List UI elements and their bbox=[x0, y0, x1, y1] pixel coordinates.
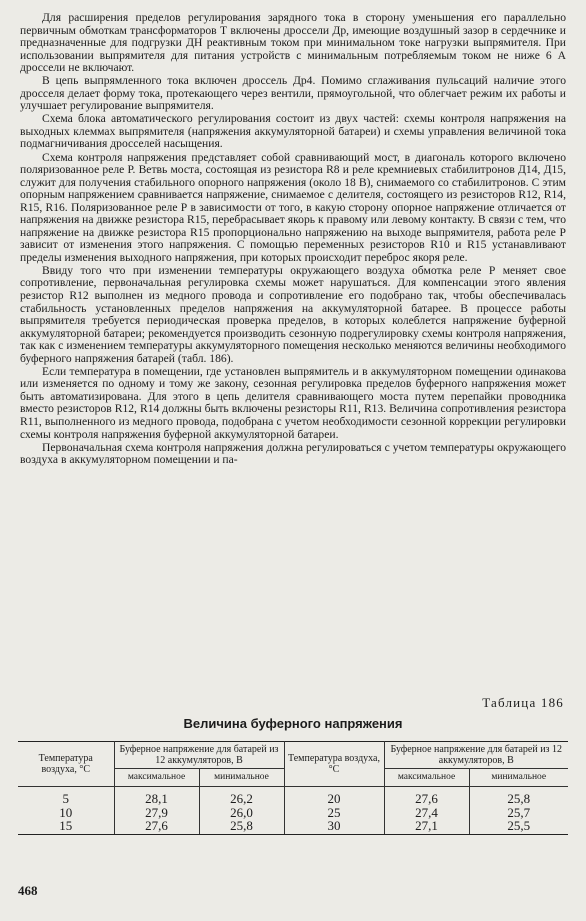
table-cell: 25,8 bbox=[199, 819, 284, 834]
table-row bbox=[18, 787, 568, 806]
header-max: максимальное bbox=[114, 769, 199, 787]
paragraph: Для расширения пределов регулирования зарядного тока в сторону уменьшения его параллельно первичным обмоткам трансформаторов Т включены дроссели Др, имеющие воздушный зазор в сердечнике и предназначенные для подгрузки ДН реактивным током при минимальном токе нагрузки выпрямителя. При использовании выпрямителя для питания устройств с минимальным потребляемым током не ниже 6 А дроссели не включают. bbox=[20, 11, 566, 75]
paragraph: Схема контроля напряжения представляет собой сравнивающий мост, в диагональ которого включено поляризованное реле Р. Ветвь моста, состоящая из резистора R8 и реле кремниевых стабилитронов Д14, Д15, служит для получения стабильного опорного напряжения (около 18 В), снимаемого со стабилитронов. С этим опорным напряжением сравнивается напряжение, снимаемое с делителя, состоящего из резисторов R12, R14, R15, R16. Поляризованное реле Р в зависимости от того, в какую сторону опорное напряжение отличается от напряжения на движке резистора R15, перебрасывает якорь к правому или левому контакту. В связи с тем, что напряжение на движке резистора R15 пропорционально напряжению на выходе выпрямителя, работа реле Р зависит от изменения этого напряжения. С помощью переменных резисторов R10 и R15 устанавливают пределы изменения выходного напряжения, при которых происходит переброс якоря реле. bbox=[20, 150, 566, 264]
header-max: максимальное bbox=[384, 769, 469, 787]
header-buffer-voltage: Буферное напряжение для батарей из 12 аккумуляторов, В bbox=[384, 742, 568, 769]
table-cell: 27,6 bbox=[384, 787, 469, 806]
table-cell: 25,5 bbox=[469, 819, 568, 834]
header-temperature: Температура воздуха, °С bbox=[18, 742, 114, 787]
table-cell: 26,0 bbox=[199, 806, 284, 820]
table-number: Таблица 186 bbox=[482, 695, 564, 710]
table-cell: 25 bbox=[284, 806, 384, 820]
header-temperature: Температура воздуха, °С bbox=[284, 742, 384, 787]
table-title: Величина буферного напряжения bbox=[183, 716, 403, 731]
table-cell: 20 bbox=[284, 787, 384, 806]
header-min: минимальное bbox=[469, 769, 568, 787]
buffer-voltage-table bbox=[18, 741, 568, 835]
header-buffer-voltage: Буферное напряжение для батарей из 12 аккумуляторов, В bbox=[114, 742, 284, 769]
paragraph: Если температура в помещении, где установлен выпрямитель и в аккумуляторном помещении одинакова или изменяется по одному и тому же закону, сезонная регулировка пределов буферного напряжения может быть автоматизирована. Для этого в цепь делителя сравнивающего моста путем перепайки проводника вместо резисторов R12, R14 должны быть включены резисторы R11, R13. Величина сопротивления резистора R11, выполненного из медного провода, подобрана с учетом необходимости сезонной коррекции регулировки схемы контроля напряжения буферной аккумуляторной батареи. bbox=[20, 364, 566, 441]
table-cell: 25,8 bbox=[469, 787, 568, 806]
table-cell: 25,7 bbox=[469, 806, 568, 820]
body-text bbox=[20, 12, 566, 467]
table-cell: 30 bbox=[284, 819, 384, 834]
paragraph: В цепь выпрямленного тока включен дроссель Др4. Помимо сглаживания пульсаций наличие этого дросселя делает форму тока, протекающего через вентили, прямоугольной, что облегчает режим их работы и улучшает регулирование выпрямителя. bbox=[20, 74, 566, 113]
paragraph: Схема блока автоматического регулирования состоит из двух частей: схемы контроля напряжения на выходных клеммах выпрямителя (напряжения аккумуляторной батареи) и схемы управления величиной тока подмагничивания дросселей насыщения. bbox=[20, 112, 566, 151]
table-row bbox=[18, 806, 568, 820]
table-cell: 26,2 bbox=[199, 787, 284, 806]
table-cell: 27,6 bbox=[114, 819, 199, 834]
table-cell: 27,1 bbox=[384, 819, 469, 834]
page-number: 468 bbox=[18, 883, 38, 898]
table-cell: 5 bbox=[18, 787, 114, 806]
header-min: минимальное bbox=[199, 769, 284, 787]
table-cell: 27,9 bbox=[114, 806, 199, 820]
table-cell: 27,4 bbox=[384, 806, 469, 820]
table-cell: 10 bbox=[18, 806, 114, 820]
table-cell: 28,1 bbox=[114, 787, 199, 806]
paragraph: Ввиду того что при изменении температуры окружающего воздуха обмотка реле Р меняет свое сопротивление, первоначальная регулировка схемы может нарушаться. Для компенсации этого явления резистор R12 выполнен из медного провода и сопротивление его подобрано так, чтобы обеспечивалась стабильность установленных пределов напряжения на аккумуляторной батарее. В процессе работы выпрямителя требуется периодическая проверка пределов, в которых колеблется напряжение буферной аккумуляторной батареи; рекомендуется производить сезонную подрегулировку схемы контроля напряжения, так как с изменением температуры аккумуляторного помещения несколько меняются величины необходимого буферного напряжения батарей (табл. 186). bbox=[20, 263, 566, 365]
paragraph: Первоначальная схема контроля напряжения должна регулироваться с учетом температуры окружающего воздуха в аккумуляторном помещении и па- bbox=[20, 440, 566, 467]
table-header-row bbox=[18, 742, 568, 769]
table-cell: 15 bbox=[18, 819, 114, 834]
table-row bbox=[18, 819, 568, 834]
